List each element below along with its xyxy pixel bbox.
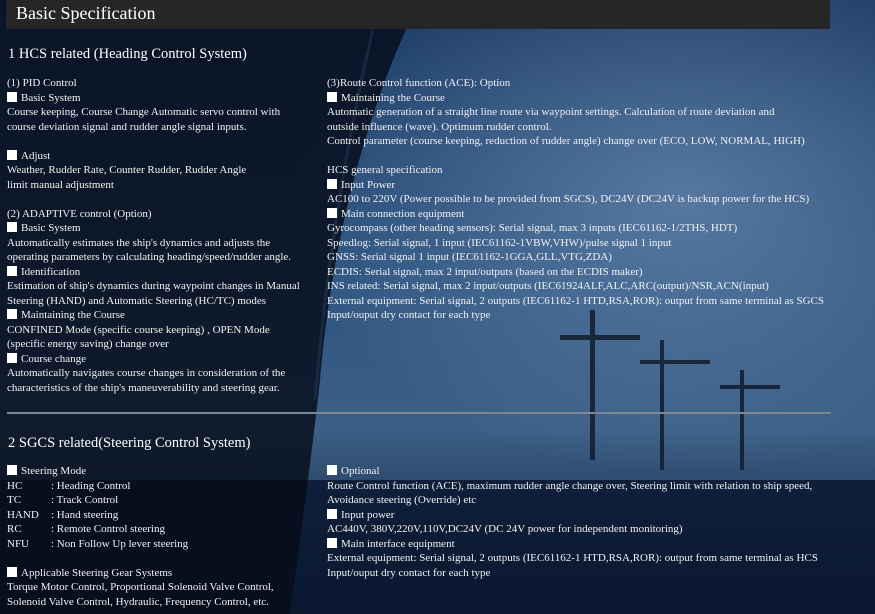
- subheading-label: Applicable Steering Gear Systems: [21, 566, 173, 579]
- subheading-label: Course change: [21, 352, 87, 365]
- spec-subheading: [327, 91, 824, 106]
- mode-description: : Hand steering: [51, 508, 119, 521]
- spec-text-line: Weather, Rudder Rate, Counter Rudder, Rudder Angle: [7, 164, 247, 176]
- spec-text-line: AC440V, 380V,220V,110V,DC24V (DC 24V power for independent monitoring): [327, 523, 683, 535]
- square-bullet-icon: [327, 179, 337, 189]
- square-bullet-icon: [7, 150, 17, 160]
- subheading-label: Basic System: [21, 91, 81, 104]
- subheading-label: Optional: [341, 465, 380, 477]
- square-bullet-icon: [327, 465, 337, 475]
- spacer: [7, 134, 300, 149]
- sgcs-left-column: [7, 464, 274, 609]
- spec-text-line: External equipment: Serial signal, 2 outputs (IEC61162-1 HTD,RSA,ROR): output from same terminal as HCS: [327, 552, 818, 564]
- subheading-label: Input power: [341, 508, 395, 521]
- spec-text-line: characteristics of the ship's maneuverability and steering gear.: [7, 381, 280, 394]
- square-bullet-icon: [327, 509, 337, 519]
- spec-subheading: [327, 464, 818, 479]
- square-bullet-icon: [7, 353, 17, 363]
- subheading-label: Input Power: [341, 178, 396, 191]
- spec-text-line: ECDIS: Serial signal, max 2 input/outputs (based on the ECDIS maker): [327, 265, 643, 278]
- subheading-label: Maintaining the Course: [341, 91, 445, 104]
- spec-text-line: Course keeping, Course Change Automatic servo control with: [7, 106, 281, 118]
- spec-text-line: Gyrocompass (other heading sensors): Serial signal, max 3 inputs (IEC61162-1/2THS, HDT): [327, 222, 738, 234]
- spec-subheading: [327, 537, 818, 552]
- square-bullet-icon: [7, 222, 17, 232]
- steering-mode-row: [7, 522, 274, 537]
- spec-subheading: [7, 221, 300, 236]
- spec-text-line: Control parameter (course keeping, reduction of rudder angle) change over (ECO, LOW, NORMAL, HIGH): [327, 135, 805, 147]
- spec-text-line: limit manual adjustment: [7, 178, 114, 191]
- square-bullet-icon: [7, 465, 17, 475]
- spec-subheading: [7, 149, 300, 164]
- spec-text-line: Avoidance steering (Override) etc: [327, 494, 477, 506]
- spec-text-line: INS related: Serial signal, max 2 input/outputs (IEC61924ALF,ALC,ARC(output)/NSR,ACN(input): [327, 280, 769, 292]
- spec-text-line: Steering (HAND) and Automatic Steering (HC/TC) modes: [7, 294, 267, 307]
- mode-code: NFU: [7, 537, 30, 550]
- spacer: [7, 192, 300, 207]
- spec-subheading: [7, 566, 274, 581]
- spec-text-line: Input/ouput dry contact for each type: [327, 309, 491, 321]
- spec-text-line: Torque Motor Control, Proportional Solenoid Valve Control,: [7, 581, 274, 593]
- steering-mode-row: [7, 493, 274, 508]
- spec-subheading: [327, 508, 818, 523]
- spec-text-line: Speedlog: Serial signal, 1 input (IEC61162-1VBW,VHW)/pulse signal 1 input: [327, 236, 672, 249]
- subheading-label: Identification: [21, 265, 81, 278]
- square-bullet-icon: [7, 266, 17, 276]
- hcs-right-column: [327, 76, 824, 323]
- title-banner: [6, 0, 830, 29]
- section-divider: [7, 412, 831, 414]
- spec-text-line: GNSS: Serial signal 1 input (IEC61162-1GGA,GLL,VTG,ZDA): [327, 251, 612, 263]
- page-title: Basic Specification: [16, 3, 156, 23]
- mode-description: : Track Control: [51, 494, 119, 506]
- square-bullet-icon: [7, 309, 17, 319]
- mode-code: TC: [7, 494, 22, 506]
- mode-description: : Heading Control: [51, 479, 131, 492]
- hcs-left-column: [7, 76, 300, 395]
- section-2-heading: 2 SGCS related(Steering Control System): [8, 435, 251, 451]
- subheading-label: Steering Mode: [21, 465, 87, 477]
- spec-text-line: outside influence (wave). Optimum rudder control.: [327, 120, 552, 133]
- sgcs-right-column: [327, 464, 818, 580]
- mode-code: RC: [7, 523, 22, 535]
- spec-text-line: (specific energy saving) change over: [7, 338, 169, 350]
- spec-text-line: External equipment: Serial signal, 2 outputs (IEC61162-1 HTD,RSA,ROR): output from same terminal as SGCS: [327, 294, 824, 307]
- mode-description: : Remote Control steering: [51, 523, 165, 535]
- spec-text-line: Automatically navigates course changes in consideration of the: [7, 367, 286, 379]
- spec-subheading: [7, 352, 300, 367]
- square-bullet-icon: [7, 92, 17, 102]
- spacer: [7, 551, 274, 566]
- mode-code: HC: [7, 479, 23, 492]
- mode-description: : Non Follow Up lever steering: [51, 537, 189, 550]
- spec-subheading: [327, 207, 824, 222]
- spec-text-line: (1) PID Control: [7, 77, 77, 89]
- section-1-heading: 1 HCS related (Heading Control System): [8, 46, 247, 62]
- spec-text-line: (2) ADAPTIVE control (Option): [7, 207, 152, 220]
- spec-text-line: HCS general specification: [327, 164, 443, 176]
- steering-mode-row: [7, 479, 274, 494]
- steering-mode-row: [7, 537, 274, 552]
- spec-text-line: Automatic generation of a straight line route via waypoint settings. Calculation of route deviation and: [327, 106, 775, 118]
- spec-subheading: [7, 308, 300, 323]
- spec-text-line: Automatically estimates the ship's dynamics and adjusts the: [7, 236, 271, 249]
- spacer: [327, 149, 824, 164]
- subheading-label: Main connection equipment: [341, 207, 465, 220]
- spec-text-line: Estimation of ship's dynamics during waypoint changes in Manual: [7, 280, 300, 292]
- subheading-label: Basic System: [21, 222, 81, 234]
- spec-subheading: [327, 178, 824, 193]
- steering-mode-row: [7, 508, 274, 523]
- subheading-label: Main interface equipment: [341, 537, 455, 550]
- subheading-label: Maintaining the Course: [21, 309, 125, 321]
- spec-subheading: [7, 91, 300, 106]
- square-bullet-icon: [7, 567, 17, 577]
- square-bullet-icon: [327, 208, 337, 218]
- spec-text-line: CONFINED Mode (specific course keeping) , OPEN Mode: [7, 323, 270, 336]
- spec-subheading: [7, 265, 300, 280]
- spec-text-line: Solenoid Valve Control, Hydraulic, Frequency Control, etc.: [7, 595, 269, 608]
- spec-text-line: AC100 to 220V (Power possible to be provided from SGCS), DC24V (DC24V is backup power for the HCS): [327, 193, 810, 205]
- spec-text-line: operating parameters by calculating heading/speed/rudder angle.: [7, 251, 292, 263]
- spec-text-line: Input/ouput dry contact for each type: [327, 566, 491, 579]
- spec-text-line: course deviation signal and rudder angle signal inputs.: [7, 120, 247, 133]
- spec-text-line: (3)Route Control function (ACE): Option: [327, 77, 511, 89]
- square-bullet-icon: [327, 538, 337, 548]
- spec-text-line: Route Control function (ACE), maximum rudder angle change over, Steering limit with relation to ship speed,: [327, 479, 813, 492]
- spec-subheading: [7, 464, 274, 479]
- mode-code: HAND: [7, 508, 39, 521]
- subheading-label: Adjust: [21, 149, 51, 162]
- square-bullet-icon: [327, 92, 337, 102]
